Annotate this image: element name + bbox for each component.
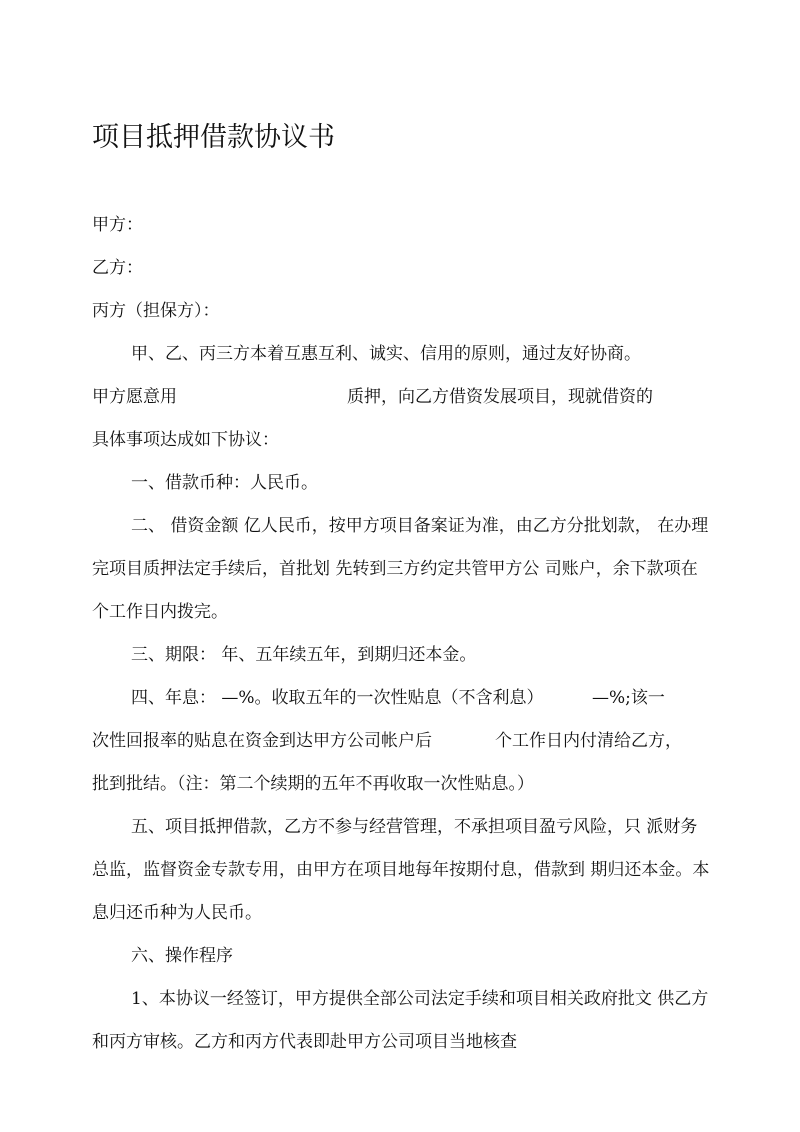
document-title: 项目抵押借款协议书 bbox=[92, 122, 335, 153]
clause-5-line-2: 总监，监督资金专款专用，由甲方在项目地每年按期付息，借款到 期归还本金。本 bbox=[92, 860, 710, 880]
clause-2-amount-line-3: 个工作日内拨完。 bbox=[92, 602, 228, 622]
clause-4-interest-part-1: 四、年息： —%。收取五年的一次性贴息（不含利息） bbox=[131, 688, 544, 708]
clause-1-currency: 一、借款币种：人民币。 bbox=[131, 473, 318, 493]
preamble-line: 甲、乙、丙三方本着互惠互利、诚实、信用的原则，通过友好协商。 bbox=[131, 344, 641, 364]
preamble-line-part-2: 质押，向乙方借资发展项目，现就借资的 bbox=[347, 387, 653, 407]
preamble-line-end: 具体事项达成如下协议： bbox=[92, 430, 279, 450]
party-c-label: 丙方（担保方）： bbox=[92, 301, 220, 321]
clause-2-amount-line-2: 完项目质押法定手续后，首批划 先转到三方约定共管甲方公 司账户，余下款项在 bbox=[92, 559, 698, 579]
clause-5-line-3: 息归还币种为人民币。 bbox=[92, 903, 262, 923]
clause-4-interest-line-2-part-1: 次性回报率的贴息在资金到达甲方公司帐户后 bbox=[92, 731, 432, 751]
party-a-label: 甲方： bbox=[92, 215, 143, 235]
clause-6-item-1-line-1: 1、本协议一经签订，甲方提供全部公司法定手续和项目相关政府批文 供乙方 bbox=[131, 989, 709, 1009]
clause-2-amount-line-1: 二、 借资金额 亿人民币，按甲方项目备案证为准，由乙方分批划款， 在办理 bbox=[131, 516, 709, 536]
clause-4-interest-part-2: —%;该一 bbox=[592, 688, 665, 708]
clause-4-interest-line-3: 批到批结。（注：第二个续期的五年不再收取一次性贴息。） bbox=[92, 774, 534, 794]
clause-5-line-1: 五、项目抵押借款，乙方不参与经营管理，不承担项目盈亏风险，只 派财务 bbox=[131, 817, 698, 837]
preamble-line-part-1: 甲方愿意用 bbox=[92, 387, 177, 407]
party-b-label: 乙方： bbox=[92, 258, 143, 278]
clause-6-item-1-line-2: 和丙方审核。乙方和丙方代表即赴甲方公司项目当地核查 bbox=[92, 1032, 517, 1052]
clause-6-heading: 六、操作程序 bbox=[131, 946, 233, 966]
clause-3-term: 三、期限： 年、五年续五年，到期归还本金。 bbox=[131, 645, 477, 665]
clause-4-interest-line-2-part-2: 个工作日内付清给乙方， bbox=[495, 731, 682, 751]
